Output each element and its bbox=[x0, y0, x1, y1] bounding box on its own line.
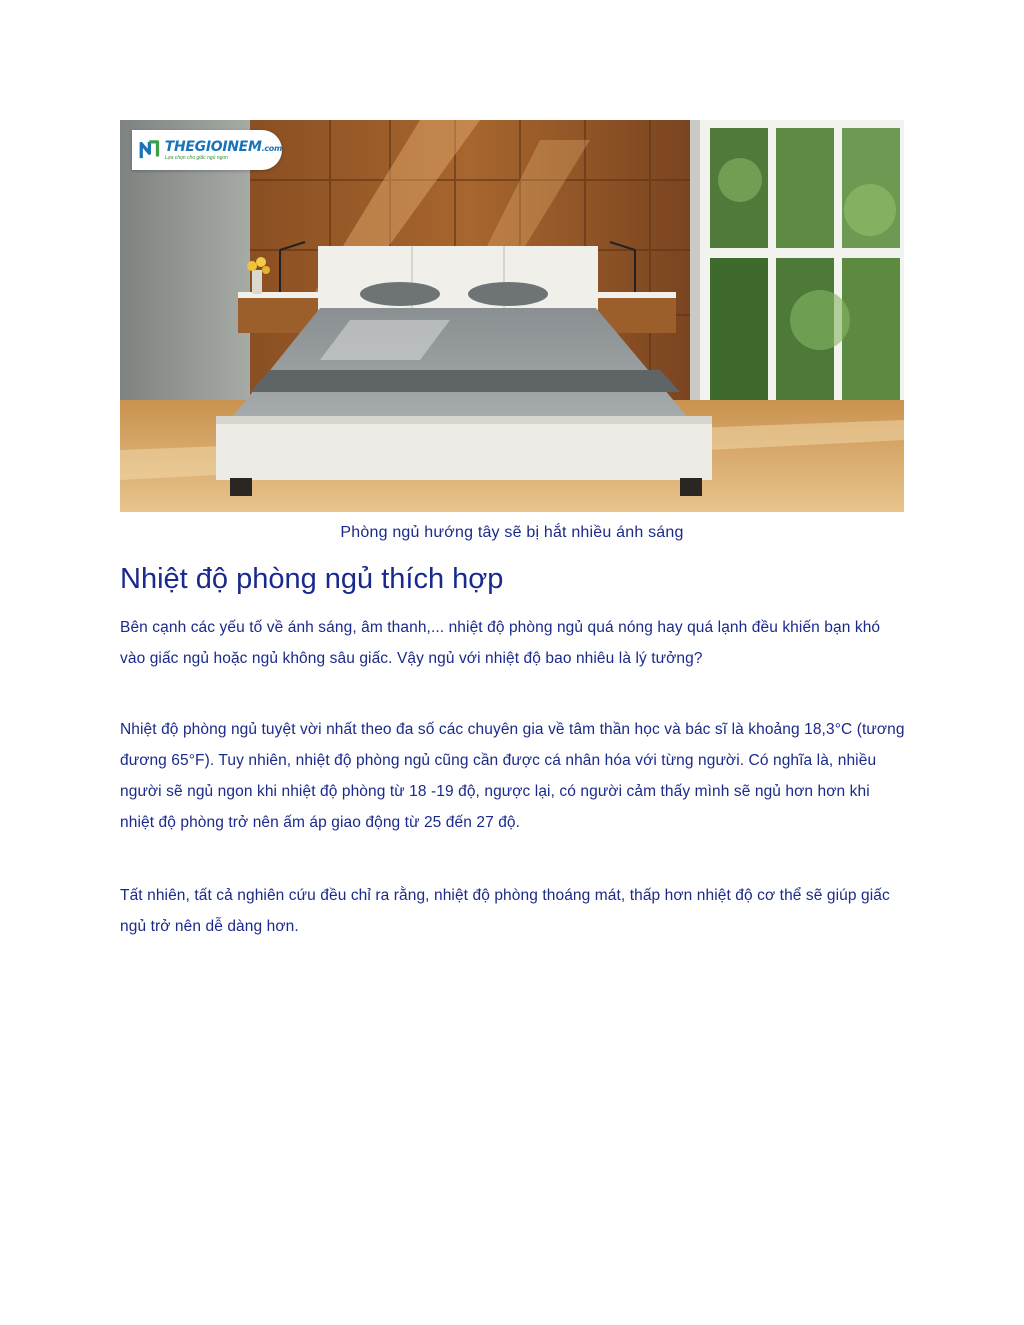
paragraph-2: Nhiệt độ phòng ngủ tuyệt vời nhất theo đa số các chuyên gia về tâm thần học và bác sĩ là khoảng 18,3°C (tương đương 65°F). Tuy nhiên, nhiệt độ phòng ngủ cũng cần được cá nhân hóa với từng người. Có nghĩa là, nhiều người sẽ ngủ ngon khi nhiệt độ phòng từ 18 -19 độ, ngược lại, có người cảm thấy mình sẽ ngủ hơn hơn khi nhiệt độ phòng trở nên ấm áp giao động từ 25 đến 27 độ. bbox=[120, 721, 905, 831]
logo-icon bbox=[138, 120, 161, 346]
watermark-logo bbox=[132, 130, 282, 170]
paragraph-3: Tất nhiên, tất cả nghiên cứu đều chỉ ra rằng, nhiệt độ phòng thoáng mát, thấp hơn nhiệt độ cơ thể sẽ giúp giấc ngủ trở nên dễ dàng hơn. bbox=[120, 887, 890, 935]
bedroom-photo bbox=[120, 120, 904, 512]
paragraph-1: Bên cạnh các yếu tố về ánh sáng, âm thanh,... nhiệt độ phòng ngủ quá nóng hay quá lạnh đều khiến bạn khó vào giấc ngủ hoặc ngủ không sâu giấc. Vậy ngủ với nhiệt độ bao nhiêu là lý tưởng? bbox=[120, 619, 881, 667]
logo-tagline: Lựa chọn cho giấc ngủ ngon bbox=[164, 154, 228, 161]
image-caption: Phòng ngủ hướng tây sẽ bị hắt nhiều ánh sáng bbox=[340, 524, 684, 541]
bedroom-illustration bbox=[120, 120, 904, 512]
section-heading: Nhiệt độ phòng ngủ thích hợp bbox=[120, 563, 504, 595]
logo-name: THEGIOINEM.com bbox=[164, 138, 282, 155]
